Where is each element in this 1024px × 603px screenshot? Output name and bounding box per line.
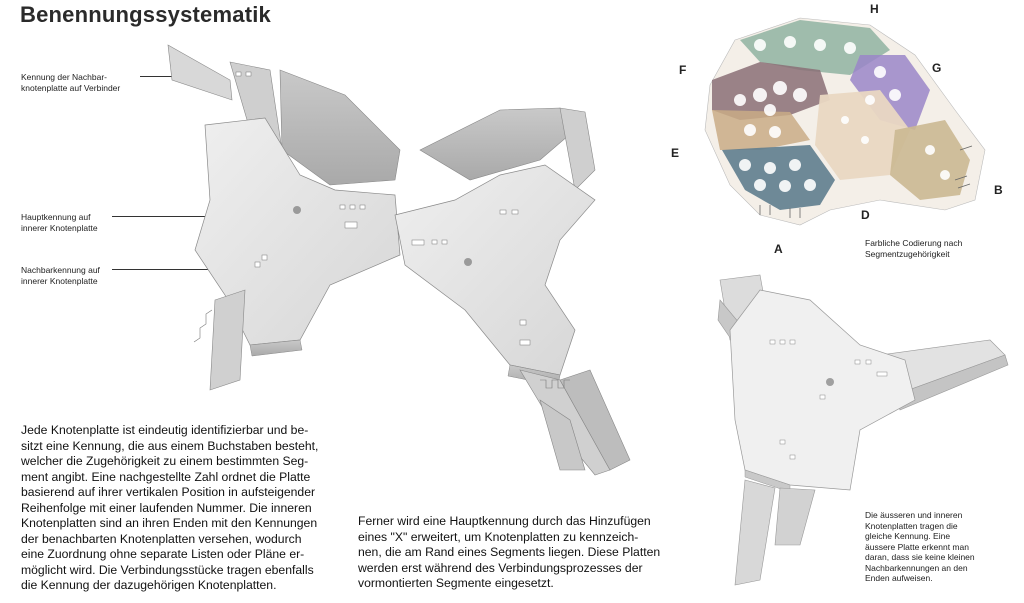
segment-label-G: G — [932, 61, 942, 75]
paragraph-middle: Ferner wird eine Hauptkennung durch das Hinzufügen eines "X" erweitert, um Knotenplatten zu kennzeich- nen, die am Rand eines Segments liegen. Diese Platten werden erst während des Verbindungsprozesses der vormontierten Segmente eingesetzt. — [358, 514, 661, 590]
callout-neighbor-id: Nachbarkennung auf innerer Knotenplatte — [21, 265, 100, 286]
segment-label-H: H — [870, 2, 879, 16]
page-title: Benennungssystematik — [20, 2, 271, 27]
segment-label-A: A — [774, 242, 783, 256]
segment-caption: Farbliche Codierung nach Segmentzugehörigkeit — [865, 238, 963, 259]
callout-main-id: Hauptkennung auf innerer Knotenplatte — [21, 212, 98, 233]
segment-label-F: F — [679, 63, 687, 77]
segment-label-D: D — [861, 208, 870, 222]
paragraph-left: Jede Knotenplatte ist eindeutig identifizierbar und be- sitzt eine Kennung, die aus einem Buchstaben besteht, welcher die Zugehörigkeit zu einem bestimmten Seg- ment angibt. Eine nachgestellte Zahl ordnet die Platte basierend auf ihrer vertikalen Position in aufsteigender Reihenfolge mit einer laufenden Nummer. Die inneren Knotenplatten sind an ihren Enden mit den Kennungen der benachbarten Knotenplatten versehen, wodurch eine Zuordnung ohne separate Listen oder Pläne er- möglicht wird. Die Verbindungsstücke tragen ebenfalls die Kennung der dazugehörigen Knotenplatten. — [21, 423, 319, 592]
segment-label-E: E — [671, 146, 680, 160]
outer-plate-caption: Die äusseren und inneren Knotenplatten tragen die gleiche Kennung. Eine äussere Platte erkennt man daran, dass sie keine kleinen Nachbarkennungen an den Enden aufweisen. — [865, 510, 975, 583]
segment-label-B: B — [994, 183, 1003, 197]
callout-neighbor-on-connector: Kennung der Nachbar- knotenplatte auf Verbinder — [21, 72, 121, 93]
